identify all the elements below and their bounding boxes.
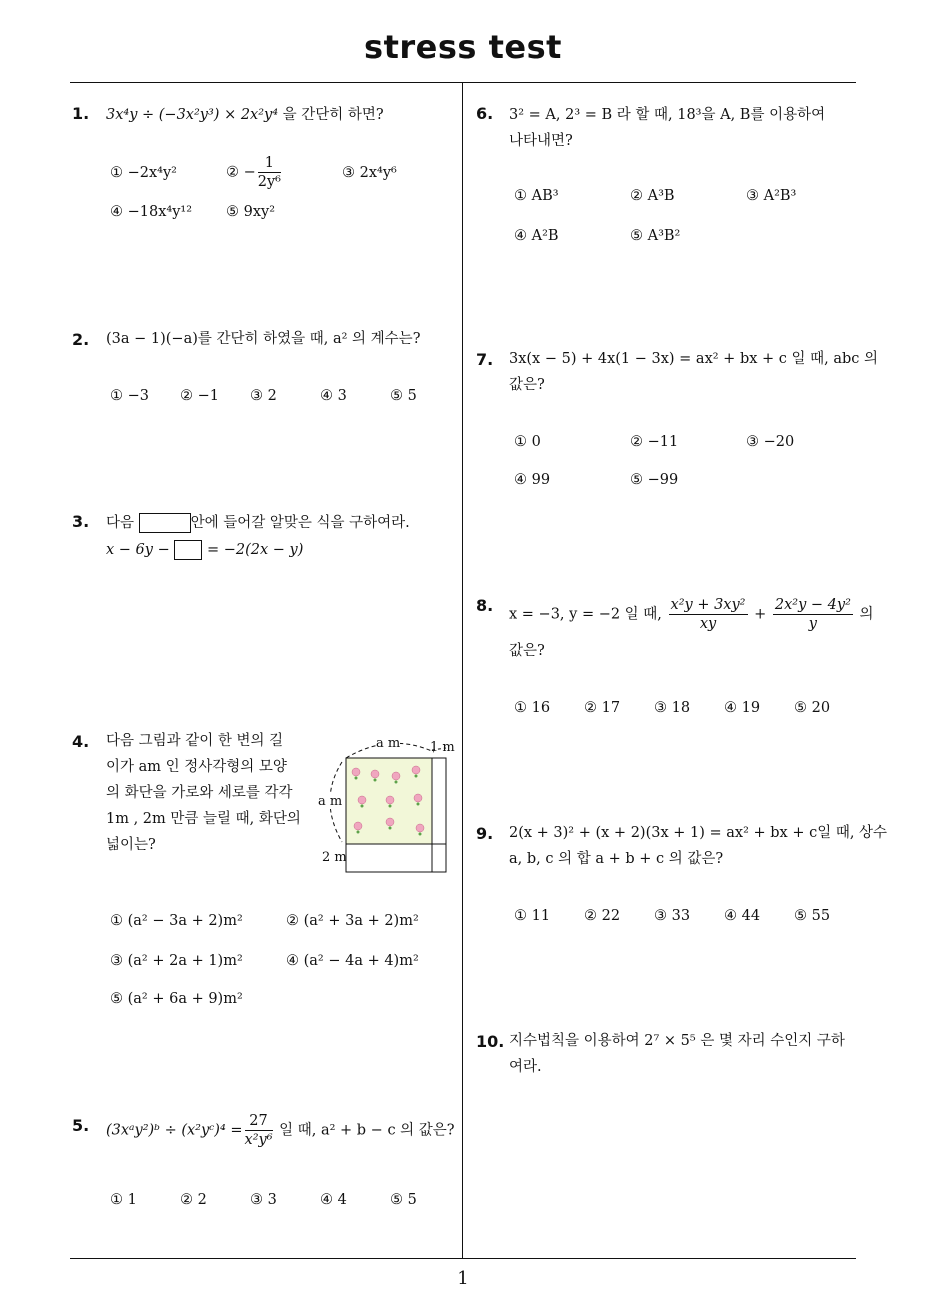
q1-text: 을 간단히 하면? <box>282 107 384 123</box>
choice-5[interactable]: ⑤ −99 <box>630 472 679 488</box>
q9-text: 2(x + 3)² + (x + 2)(3x + 1) = ax² + bx + c일 때, 상수 a, b, c 의 합 a + b + c 의 값은? <box>509 825 888 867</box>
choice-4[interactable]: ④ (a² − 4a + 4)m² <box>286 953 419 969</box>
q8-text: 값은? <box>509 643 545 659</box>
answer-blank-box[interactable] <box>139 513 191 533</box>
choice-2[interactable]: ② 17 <box>584 700 621 716</box>
answer-blank-box-small[interactable] <box>174 540 202 560</box>
choice-1[interactable]: ① 0 <box>514 434 541 450</box>
question-number: 2. <box>72 330 90 349</box>
choice-5[interactable]: ⑤ 55 <box>794 908 831 924</box>
choice-4[interactable]: ④ 19 <box>724 700 761 716</box>
choice-3[interactable]: ③ −20 <box>746 434 795 450</box>
choice-4[interactable]: ④ A²B <box>514 228 559 244</box>
q8-condition: x = −3, y = −2 일 때, <box>509 606 662 623</box>
choice-3[interactable]: ③ 2x⁴y⁶ <box>342 165 397 181</box>
choice-2[interactable]: ② − $\frac{1}{\text{2y⁶}}$ <box>226 155 281 190</box>
page-number: 1 <box>457 1268 469 1289</box>
q1-expression: 3x⁴y ÷ (−3x²y³) × 2x²y⁴ <box>106 107 279 123</box>
question-number: 5. <box>72 1116 90 1135</box>
top-rule <box>70 82 856 83</box>
question-number: 1. <box>72 104 90 123</box>
q10-text: 지수법칙을 이용하여 2⁷ × 5⁵ 은 몇 자리 수인지 구하 여라. <box>509 1033 845 1075</box>
choice-1[interactable]: ① 1 <box>110 1192 137 1208</box>
choice-5[interactable]: ⑤ 20 <box>794 700 831 716</box>
q5-expression: (3xᵃy²)ᵇ ÷ (x²yᶜ)⁴ = <box>106 1122 243 1139</box>
column-divider <box>462 82 463 1258</box>
page-title: stress test <box>364 28 562 66</box>
choice-1[interactable]: ① (a² − 3a + 2)m² <box>110 913 243 929</box>
figure-label-top: a m <box>376 736 401 751</box>
q3-equation-right: = −2(2x − y) <box>206 542 304 558</box>
choice-2[interactable]: ② −11 <box>630 434 679 450</box>
choice-5[interactable]: ⑤ 5 <box>390 1192 417 1208</box>
question-number: 10. <box>476 1032 505 1051</box>
q7-text: 3x(x − 5) + 4x(1 − 3x) = ax² + bx + c 일 때, abc 의 값은? <box>509 351 878 393</box>
q3-text-pre: 다음 <box>106 515 135 531</box>
choice-4[interactable]: ④ 4 <box>320 1192 347 1208</box>
q3-equation-left: x − 6y − <box>106 542 170 558</box>
choice-3[interactable]: ③ (a² + 2a + 1)m² <box>110 953 243 969</box>
choice-3[interactable]: ③ A²B³ <box>746 188 797 204</box>
choice-1[interactable]: ① 16 <box>514 700 551 716</box>
figure-label-left: a m <box>318 794 343 809</box>
choice-4[interactable]: ④ 44 <box>724 908 761 924</box>
choice-5[interactable]: ⑤ (a² + 6a + 9)m² <box>110 991 243 1007</box>
choice-5[interactable]: ⑤ A³B² <box>630 228 681 244</box>
q6-text: 3² = A, 2³ = B 라 할 때, 18³을 A, B를 이용하여 나타내면? <box>509 107 826 149</box>
choice-3[interactable]: ③ 3 <box>250 1192 277 1208</box>
choice-5[interactable]: ⑤ 9xy² <box>226 204 276 220</box>
choice-3[interactable]: ③ 2 <box>250 388 277 404</box>
choice-5[interactable]: ⑤ 5 <box>390 388 417 404</box>
question-number: 4. <box>72 732 90 751</box>
choice-4[interactable]: ④ −18x⁴y¹² <box>110 204 193 220</box>
choice-1[interactable]: ① −2x⁴y² <box>110 165 177 181</box>
choice-2[interactable]: ② (a² + 3a + 2)m² <box>286 913 419 929</box>
choice-2[interactable]: ② A³B <box>630 188 675 204</box>
choice-3[interactable]: ③ 33 <box>654 908 691 924</box>
choice-1[interactable]: ① AB³ <box>514 188 559 204</box>
bottom-rule <box>70 1258 856 1259</box>
choice-2[interactable]: ② −1 <box>180 388 219 404</box>
question-number: 8. <box>476 596 494 615</box>
choice-1[interactable]: ① −3 <box>110 388 149 404</box>
figure-label-right: 1 m <box>430 740 455 755</box>
figure-label-bottom: 2 m <box>322 850 347 865</box>
choice-4[interactable]: ④ 3 <box>320 388 347 404</box>
q5-text: 일 때, a² + b − c 의 값은? <box>279 1122 455 1139</box>
question-number: 3. <box>72 512 90 531</box>
q2-text: (3a − 1)(−a)를 간단히 하였을 때, a² 의 계수는? <box>106 331 421 347</box>
question-number: 6. <box>476 104 494 123</box>
choice-2[interactable]: ② 22 <box>584 908 621 924</box>
q3-text-post: 안에 들어갈 알맞은 식을 구하여라. <box>190 515 410 531</box>
choice-3[interactable]: ③ 18 <box>654 700 691 716</box>
question-number: 9. <box>476 824 494 843</box>
q4-text: 다음 그림과 같이 한 변의 길 이가 am 인 정사각형의 모양 의 화단을 가로와 세로를 각각 1m , 2m 만큼 늘릴 때, 화단의 넓이는? <box>106 733 301 853</box>
question-number: 7. <box>476 350 494 369</box>
choice-1[interactable]: ① 11 <box>514 908 551 924</box>
choice-2[interactable]: ② 2 <box>180 1192 207 1208</box>
choice-4[interactable]: ④ 99 <box>514 472 551 488</box>
